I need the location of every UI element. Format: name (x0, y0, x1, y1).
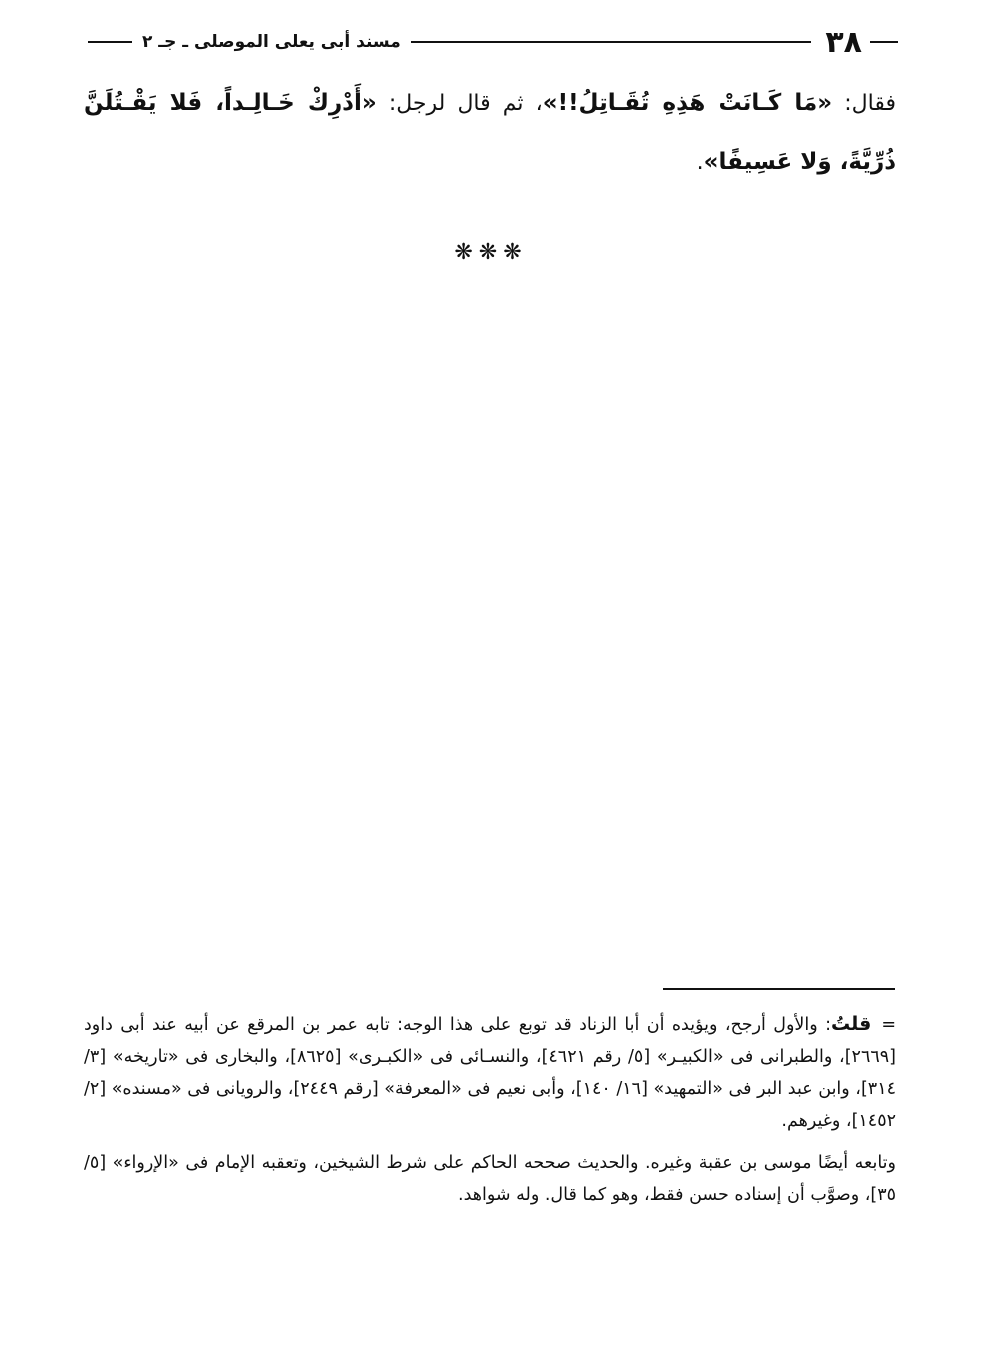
footnote-paragraph (84, 1147, 896, 1211)
page-number: ٣٨ (825, 24, 862, 60)
footnote-paragraph (84, 1008, 896, 1137)
footnote-lead: قلتُ (831, 1013, 872, 1035)
header-rule-middle (411, 41, 812, 43)
footnotes (84, 1008, 896, 1211)
page-header (84, 22, 898, 62)
continuation-marker: = (881, 1015, 896, 1035)
intro-text: فقال: (832, 91, 896, 116)
section-separator: ❋❋❋ (454, 240, 528, 265)
footnote-text-1: : والأول أرجح، ويؤيده أن أبا الزناد قد توبع على هذا الوجه: تابه عمر بن المرقع عن أبيه عند أبى داود [٢٦٦٩]، والطبرانى فى «الكبيـر» [٥/ رقم ٤٦٢١]، والنسـائى فى «الكبـرى» [٨٦٢٥]، والبخارى فى «تاريخه» [٣/ ٣١٤]، وابن عبد البر فى «التمهيد» [١٦/ ١٤٠]، وأبى نعيم فى «المعرفة» [رقم ٢٤٤٩]، والرويانى فى «مسنده» [٢/ ١٤٥٢]، وغيرهم. (84, 1015, 896, 1131)
hadith-quote-1: «مَا كَـانَتْ هَذِهِ تُقَـاتِلُ!!» (542, 90, 833, 116)
running-title: مسند أبى يعلى الموصلى ـ جـ ٢ (142, 32, 401, 52)
header-rule-right (870, 41, 898, 43)
end-punctuation: . (696, 150, 704, 175)
connector-text: ، ثم قال لرجل: (376, 91, 543, 116)
header-rule-left (88, 41, 132, 43)
main-text (84, 74, 896, 192)
footnote-rule (663, 988, 895, 990)
hadith-quote-2: «أَدْرِكْ خَـالِـداً، فَلا يَقْـتُلَنَّ ذُرِّيَّةً، وَلا عَسِيفًا» (84, 90, 896, 175)
footnote-text-2: وتابعه أيضًا موسى بن عقبة وغيره. والحديث صححه الحاكم على شرط الشيخين، وتعقبه الإمام فى «الإرواء» [٥/ ٣٥]، وصوَّب أن إسناده حسن فقط، وهو كما قال. وله شواهد. (84, 1153, 896, 1205)
